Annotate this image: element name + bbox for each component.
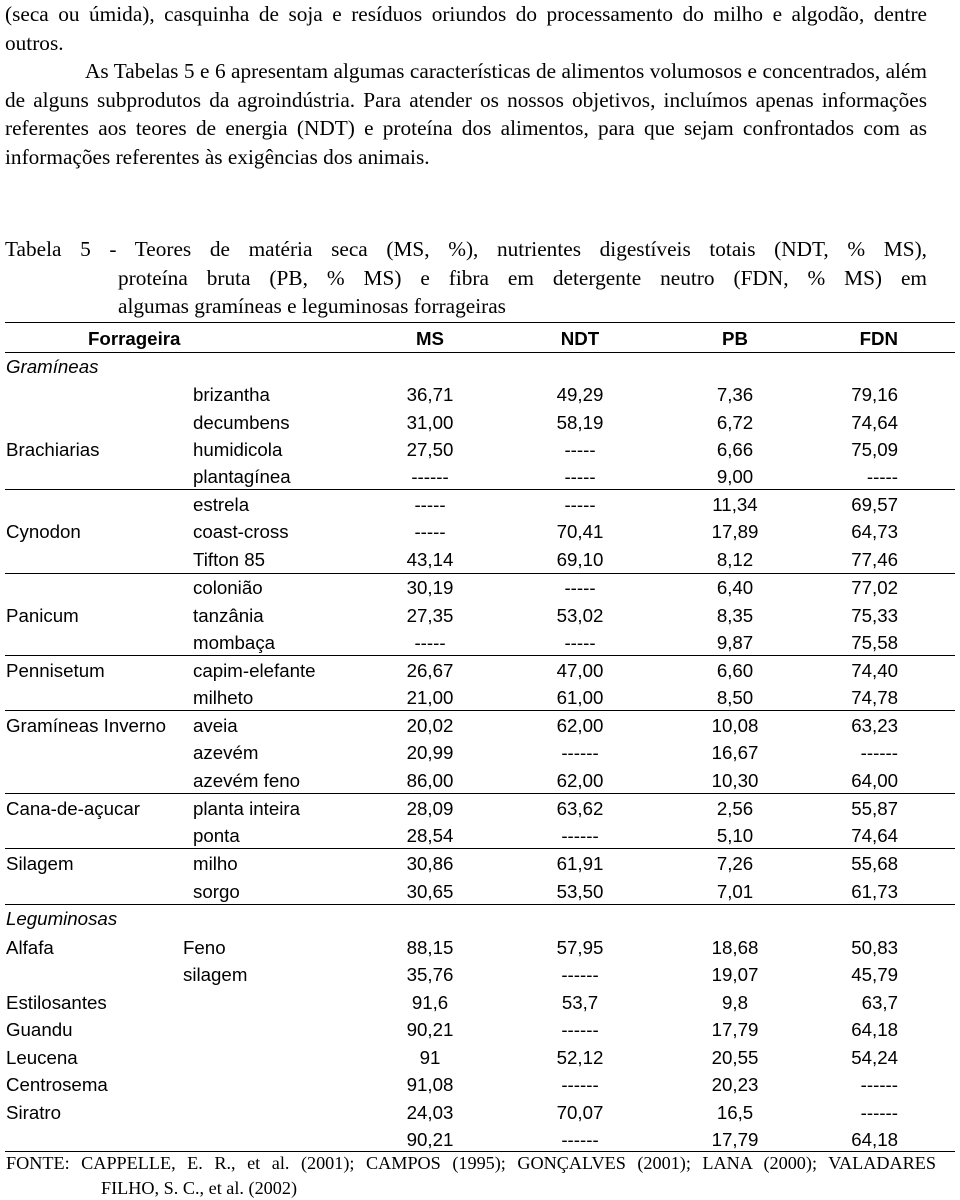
table-row bbox=[0, 602, 960, 629]
cell-forage-name: plantagínea bbox=[193, 463, 291, 490]
cell-forage-name: mombaça bbox=[193, 629, 275, 656]
table-caption-line-3: algumas gramíneas e leguminosas forrageiras bbox=[118, 292, 927, 321]
cell-fdn: 75,58 bbox=[778, 629, 898, 656]
cell-fdn: 45,79 bbox=[778, 961, 898, 988]
cell-fdn: 64,73 bbox=[778, 518, 898, 545]
cell-group: Gramíneas Inverno bbox=[6, 712, 166, 739]
table-row bbox=[0, 518, 960, 545]
header-forrageira: Forrageira bbox=[88, 325, 180, 352]
cell-group: Cynodon bbox=[6, 518, 81, 545]
table-row bbox=[0, 739, 960, 766]
cell-ndt: ------ bbox=[520, 1016, 640, 1043]
cell-pb: 17,89 bbox=[675, 518, 795, 545]
cell-ndt: ------ bbox=[520, 1071, 640, 1098]
cell-fdn: 75,33 bbox=[778, 602, 898, 629]
cell-ndt: 53,02 bbox=[520, 602, 640, 629]
section-row-gramineas bbox=[0, 353, 960, 380]
table-row bbox=[0, 1016, 960, 1043]
table-caption-line-2: proteína bruta (PB, % MS) e fibra em detergente neutro (FDN, % MS) em bbox=[118, 264, 927, 293]
cell-forage-name: colonião bbox=[193, 574, 263, 601]
cell-fdn: 64,00 bbox=[778, 767, 898, 794]
cell-fdn: ------ bbox=[778, 739, 898, 766]
cell-fdn: 74,78 bbox=[778, 684, 898, 711]
cell-ndt: ------ bbox=[520, 1126, 640, 1153]
table-row bbox=[0, 878, 960, 905]
cell-ndt: 52,12 bbox=[520, 1044, 640, 1071]
header-fdn: FDN bbox=[778, 325, 898, 352]
cell-group: Centrosema bbox=[6, 1071, 108, 1098]
cell-fdn: 55,87 bbox=[778, 795, 898, 822]
cell-forage-name: tanzânia bbox=[193, 602, 264, 629]
cell-fdn: 64,18 bbox=[778, 1016, 898, 1043]
cell-fdn: 61,73 bbox=[778, 878, 898, 905]
cell-ms: 35,76 bbox=[370, 961, 490, 988]
cell-pb: 7,36 bbox=[675, 381, 795, 408]
cell-pb: 6,40 bbox=[675, 574, 795, 601]
cell-fdn: 74,64 bbox=[778, 409, 898, 436]
cell-ms: 90,21 bbox=[370, 1016, 490, 1043]
cell-group: Siratro bbox=[6, 1099, 61, 1126]
cell-ms: 91,08 bbox=[370, 1071, 490, 1098]
table-row bbox=[0, 822, 960, 849]
cell-fdn: 74,40 bbox=[778, 657, 898, 684]
header-ndt: NDT bbox=[520, 325, 640, 352]
table-row bbox=[0, 629, 960, 656]
table-caption-line-1: Tabela 5 - Teores de matéria seca (MS, %), nutrientes digestíveis totais (NDT, % MS), bbox=[5, 235, 927, 264]
cell-ms: 30,19 bbox=[370, 574, 490, 601]
table-row bbox=[0, 961, 960, 988]
cell-forage-name: decumbens bbox=[193, 409, 290, 436]
cell-ndt: ----- bbox=[520, 574, 640, 601]
cell-fdn: ------ bbox=[778, 1071, 898, 1098]
cell-forage-name: azevém bbox=[193, 739, 258, 766]
cell-fdn: ----- bbox=[778, 463, 898, 490]
cell-ndt: 61,00 bbox=[520, 684, 640, 711]
cell-ms: ----- bbox=[370, 518, 490, 545]
cell-ms: 88,15 bbox=[370, 934, 490, 961]
cell-pb: 20,55 bbox=[675, 1044, 795, 1071]
table-row bbox=[0, 712, 960, 739]
table-row bbox=[0, 1044, 960, 1071]
cell-ndt: 62,00 bbox=[520, 712, 640, 739]
group-divider-rule bbox=[5, 710, 955, 711]
cell-pb: 8,50 bbox=[675, 684, 795, 711]
cell-fdn: 64,18 bbox=[778, 1126, 898, 1153]
cell-ndt: 62,00 bbox=[520, 767, 640, 794]
cell-ndt: 69,10 bbox=[520, 546, 640, 573]
cell-ms: 28,09 bbox=[370, 795, 490, 822]
cell-ndt: 47,00 bbox=[520, 657, 640, 684]
cell-ms: 28,54 bbox=[370, 822, 490, 849]
cell-pb: 7,01 bbox=[675, 878, 795, 905]
cell-ndt: 70,07 bbox=[520, 1099, 640, 1126]
cell-forage-name: ponta bbox=[193, 822, 240, 849]
cell-fdn: 77,46 bbox=[778, 546, 898, 573]
intro-paragraph-1: (seca ou úmida), casquinha de soja e resíduos oriundos do processamento do milho e algodão, dentre outros. bbox=[5, 0, 927, 57]
table-row bbox=[0, 657, 960, 684]
cell-pb: 6,72 bbox=[675, 409, 795, 436]
cell-ndt: 63,62 bbox=[520, 795, 640, 822]
cell-fdn: 79,16 bbox=[778, 381, 898, 408]
cell-fdn: 55,68 bbox=[778, 850, 898, 877]
table-row bbox=[0, 684, 960, 711]
cell-ms: 90,21 bbox=[370, 1126, 490, 1153]
cell-ms: 24,03 bbox=[370, 1099, 490, 1126]
cell-forage-name: coast-cross bbox=[193, 518, 289, 545]
cell-ms: 30,65 bbox=[370, 878, 490, 905]
cell-forage-name: estrela bbox=[193, 491, 249, 518]
cell-ndt: 58,19 bbox=[520, 409, 640, 436]
cell-group: Estilosantes bbox=[6, 989, 107, 1016]
group-divider-rule bbox=[5, 489, 955, 490]
cell-pb: 8,35 bbox=[675, 602, 795, 629]
table-row bbox=[0, 491, 960, 518]
section-label-gramineas: Gramíneas bbox=[6, 353, 98, 380]
cell-ms: 86,00 bbox=[370, 767, 490, 794]
cell-ndt: ----- bbox=[520, 436, 640, 463]
cell-ms: 30,86 bbox=[370, 850, 490, 877]
cell-forage-name: Feno bbox=[183, 934, 226, 961]
cell-fdn: 50,83 bbox=[778, 934, 898, 961]
cell-pb: 8,12 bbox=[675, 546, 795, 573]
cell-forage-name: silagem bbox=[183, 961, 247, 988]
cell-ndt: ----- bbox=[520, 463, 640, 490]
cell-ndt: 53,7 bbox=[520, 989, 640, 1016]
group-divider-rule bbox=[5, 904, 955, 905]
cell-ms: ----- bbox=[370, 629, 490, 656]
table-header-row bbox=[0, 325, 960, 352]
table-row bbox=[0, 463, 960, 490]
header-bottom-rule bbox=[5, 352, 955, 353]
cell-forage-name: sorgo bbox=[193, 878, 240, 905]
cell-ms: 31,00 bbox=[370, 409, 490, 436]
cell-group: Alfafa bbox=[6, 934, 54, 961]
cell-pb: 16,67 bbox=[675, 739, 795, 766]
table-row bbox=[0, 795, 960, 822]
cell-group: Panicum bbox=[6, 602, 79, 629]
cell-pb: 6,66 bbox=[675, 436, 795, 463]
cell-forage-name: humidicola bbox=[193, 436, 282, 463]
cell-ms: 27,35 bbox=[370, 602, 490, 629]
cell-ndt: ------ bbox=[520, 822, 640, 849]
cell-ndt: 70,41 bbox=[520, 518, 640, 545]
section-row-leguminosas bbox=[0, 905, 960, 932]
cell-fdn: 63,7 bbox=[778, 989, 898, 1016]
cell-ms: 43,14 bbox=[370, 546, 490, 573]
group-divider-rule bbox=[5, 848, 955, 849]
cell-fdn: ------ bbox=[778, 1099, 898, 1126]
source-line-1: FONTE: CAPPELLE, E. R., et al. (2001); CAMPOS (1995); GONÇALVES (2001); LANA (2000); VALADARES bbox=[6, 1151, 936, 1176]
table-row bbox=[0, 767, 960, 794]
cell-ms: 91 bbox=[370, 1044, 490, 1071]
intro-paragraph-2: As Tabelas 5 e 6 apresentam algumas características de alimentos volumosos e concentrados, além de alguns subprodutos da agroindústria. Para atender os nossos objetivos, incluímos apenas informações referentes aos teores de energia (NDT) e proteína dos alimentos, para que sejam confrontados com as informações referentes às exigências dos animais. bbox=[5, 57, 927, 171]
cell-forage-name: milheto bbox=[193, 684, 253, 711]
group-divider-rule bbox=[5, 793, 955, 794]
cell-forage-name: planta inteira bbox=[193, 795, 300, 822]
table-row bbox=[0, 574, 960, 601]
cell-fdn: 69,57 bbox=[778, 491, 898, 518]
cell-ndt: ------ bbox=[520, 739, 640, 766]
table-row bbox=[0, 1071, 960, 1098]
cell-pb: 17,79 bbox=[675, 1126, 795, 1153]
section-label-leguminosas: Leguminosas bbox=[6, 905, 117, 932]
table-row bbox=[0, 934, 960, 961]
cell-pb: 20,23 bbox=[675, 1071, 795, 1098]
cell-group: Silagem bbox=[6, 850, 74, 877]
cell-forage-name: brizantha bbox=[193, 381, 270, 408]
table-top-rule bbox=[5, 322, 955, 323]
cell-pb: 17,79 bbox=[675, 1016, 795, 1043]
cell-forage-name: Tifton 85 bbox=[193, 546, 265, 573]
cell-pb: 16,5 bbox=[675, 1099, 795, 1126]
cell-forage-name: azevém feno bbox=[193, 767, 300, 794]
cell-group: Cana-de-açucar bbox=[6, 795, 140, 822]
cell-ndt: 53,50 bbox=[520, 878, 640, 905]
table-row bbox=[0, 546, 960, 573]
cell-ndt: ----- bbox=[520, 629, 640, 656]
header-ms: MS bbox=[370, 325, 490, 352]
cell-group: Pennisetum bbox=[6, 657, 105, 684]
cell-ndt: ------ bbox=[520, 961, 640, 988]
table-row bbox=[0, 436, 960, 463]
header-pb: PB bbox=[675, 325, 795, 352]
cell-pb: 10,08 bbox=[675, 712, 795, 739]
cell-pb: 10,30 bbox=[675, 767, 795, 794]
cell-group: Guandu bbox=[6, 1016, 73, 1043]
table-row bbox=[0, 850, 960, 877]
cell-ndt: 61,91 bbox=[520, 850, 640, 877]
intro-text bbox=[5, 0, 927, 171]
source-line-2: FILHO, S. C., et al. (2002) bbox=[101, 1176, 936, 1200]
table-row bbox=[0, 381, 960, 408]
table-row bbox=[0, 989, 960, 1016]
cell-ms: 91,6 bbox=[370, 989, 490, 1016]
cell-forage-name: capim-elefante bbox=[193, 657, 316, 684]
cell-fdn: 75,09 bbox=[778, 436, 898, 463]
cell-forage-name: aveia bbox=[193, 712, 238, 739]
cell-ms: 26,67 bbox=[370, 657, 490, 684]
group-divider-rule bbox=[5, 655, 955, 656]
cell-ms: 20,99 bbox=[370, 739, 490, 766]
cell-ndt: 57,95 bbox=[520, 934, 640, 961]
cell-pb: 19,07 bbox=[675, 961, 795, 988]
cell-ndt: ----- bbox=[520, 491, 640, 518]
table-source bbox=[6, 1151, 936, 1200]
cell-ms: ------ bbox=[370, 463, 490, 490]
cell-ms: 36,71 bbox=[370, 381, 490, 408]
cell-fdn: 74,64 bbox=[778, 822, 898, 849]
table-row bbox=[0, 409, 960, 436]
cell-pb: 9,00 bbox=[675, 463, 795, 490]
cell-pb: 7,26 bbox=[675, 850, 795, 877]
cell-fdn: 54,24 bbox=[778, 1044, 898, 1071]
cell-group: Leucena bbox=[6, 1044, 78, 1071]
cell-pb: 11,34 bbox=[675, 491, 795, 518]
cell-ms: 27,50 bbox=[370, 436, 490, 463]
cell-fdn: 63,23 bbox=[778, 712, 898, 739]
table-row bbox=[0, 1126, 960, 1153]
cell-group: Brachiarias bbox=[6, 436, 99, 463]
cell-pb: 18,68 bbox=[675, 934, 795, 961]
group-divider-rule bbox=[5, 573, 955, 574]
cell-pb: 2,56 bbox=[675, 795, 795, 822]
table-row bbox=[0, 1099, 960, 1126]
cell-forage-name: milho bbox=[193, 850, 238, 877]
cell-pb: 9,87 bbox=[675, 629, 795, 656]
cell-ms: ----- bbox=[370, 491, 490, 518]
cell-ndt: 49,29 bbox=[520, 381, 640, 408]
cell-fdn: 77,02 bbox=[778, 574, 898, 601]
table-caption bbox=[5, 235, 927, 321]
cell-pb: 5,10 bbox=[675, 822, 795, 849]
cell-ms: 20,02 bbox=[370, 712, 490, 739]
cell-ms: 21,00 bbox=[370, 684, 490, 711]
cell-pb: 6,60 bbox=[675, 657, 795, 684]
cell-pb: 9,8 bbox=[675, 989, 795, 1016]
